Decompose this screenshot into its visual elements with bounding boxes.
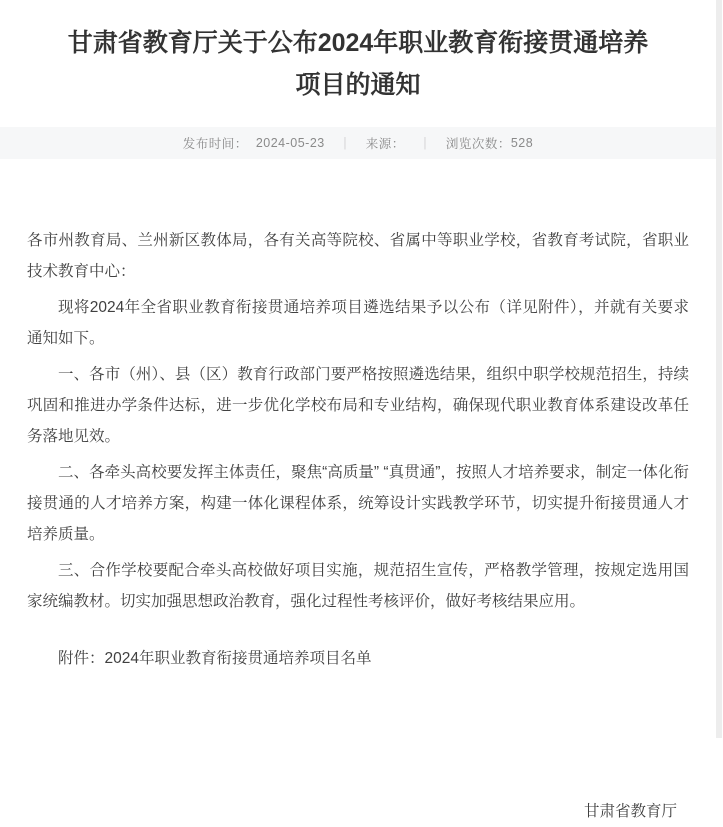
paragraph-intro: 现将2024年全省职业教育衔接贯通培养项目遴选结果予以公布（详见附件），并就有关要求通知如下。 [27,299,689,347]
signature: 甘肃省教育厅 [583,803,677,820]
meta-separator: ｜ [418,137,432,151]
paragraph-item-2: 二、各牵头高校要发挥主体责任，聚焦“高质量” “真贯通”，按照人才培养要求，制定一体化衔接贯通的人才培养方案，构建一体化课程体系，统筹设计实践教学环节，切实提升衔接贯通人才培养质量。 [27,464,689,543]
page-title-line2: 项目的通知 [295,71,421,99]
page-title-line1: 甘肃省教育厅关于公布2024年职业教育衔接贯通培养 [67,29,649,57]
paragraph-item-1: 一、各市（州）、县（区）教育行政部门要严格按照遴选结果，组织中职学校规范招生，持续巩固和推进办学条件达标，进一步优化学校布局和专业结构，确保现代职业教育体系建设改革任务落地见效。 [27,366,689,445]
meta-bar [0,127,716,159]
meta-separator: ｜ [338,137,352,151]
publish-time-label: 发布时间： [182,137,248,151]
views-label: 浏览次数： [445,137,511,151]
paragraph-item-3: 三、合作学校要配合牵头高校做好项目实施，规范招生宣传，严格教学管理，按规定选用国家统编教材。切实加强思想政治教育，强化过程性考核评价，做好考核结果应用。 [27,562,689,610]
page-title [0,0,716,106]
attachment-line: 附件：2024年职业教育衔接贯通培养项目名单 [58,650,372,667]
salutation-paragraph: 各市州教育局、兰州新区教体局，各有关高等院校、省属中等职业学校，省教育考试院，省职业技术教育中心： [27,232,689,280]
source-label: 来源： [365,137,405,151]
publish-time-value: 2024-05-23 [255,136,325,150]
scrollbar-track[interactable] [716,0,722,738]
views-count: 528 [510,136,534,150]
article-body [0,159,716,827]
